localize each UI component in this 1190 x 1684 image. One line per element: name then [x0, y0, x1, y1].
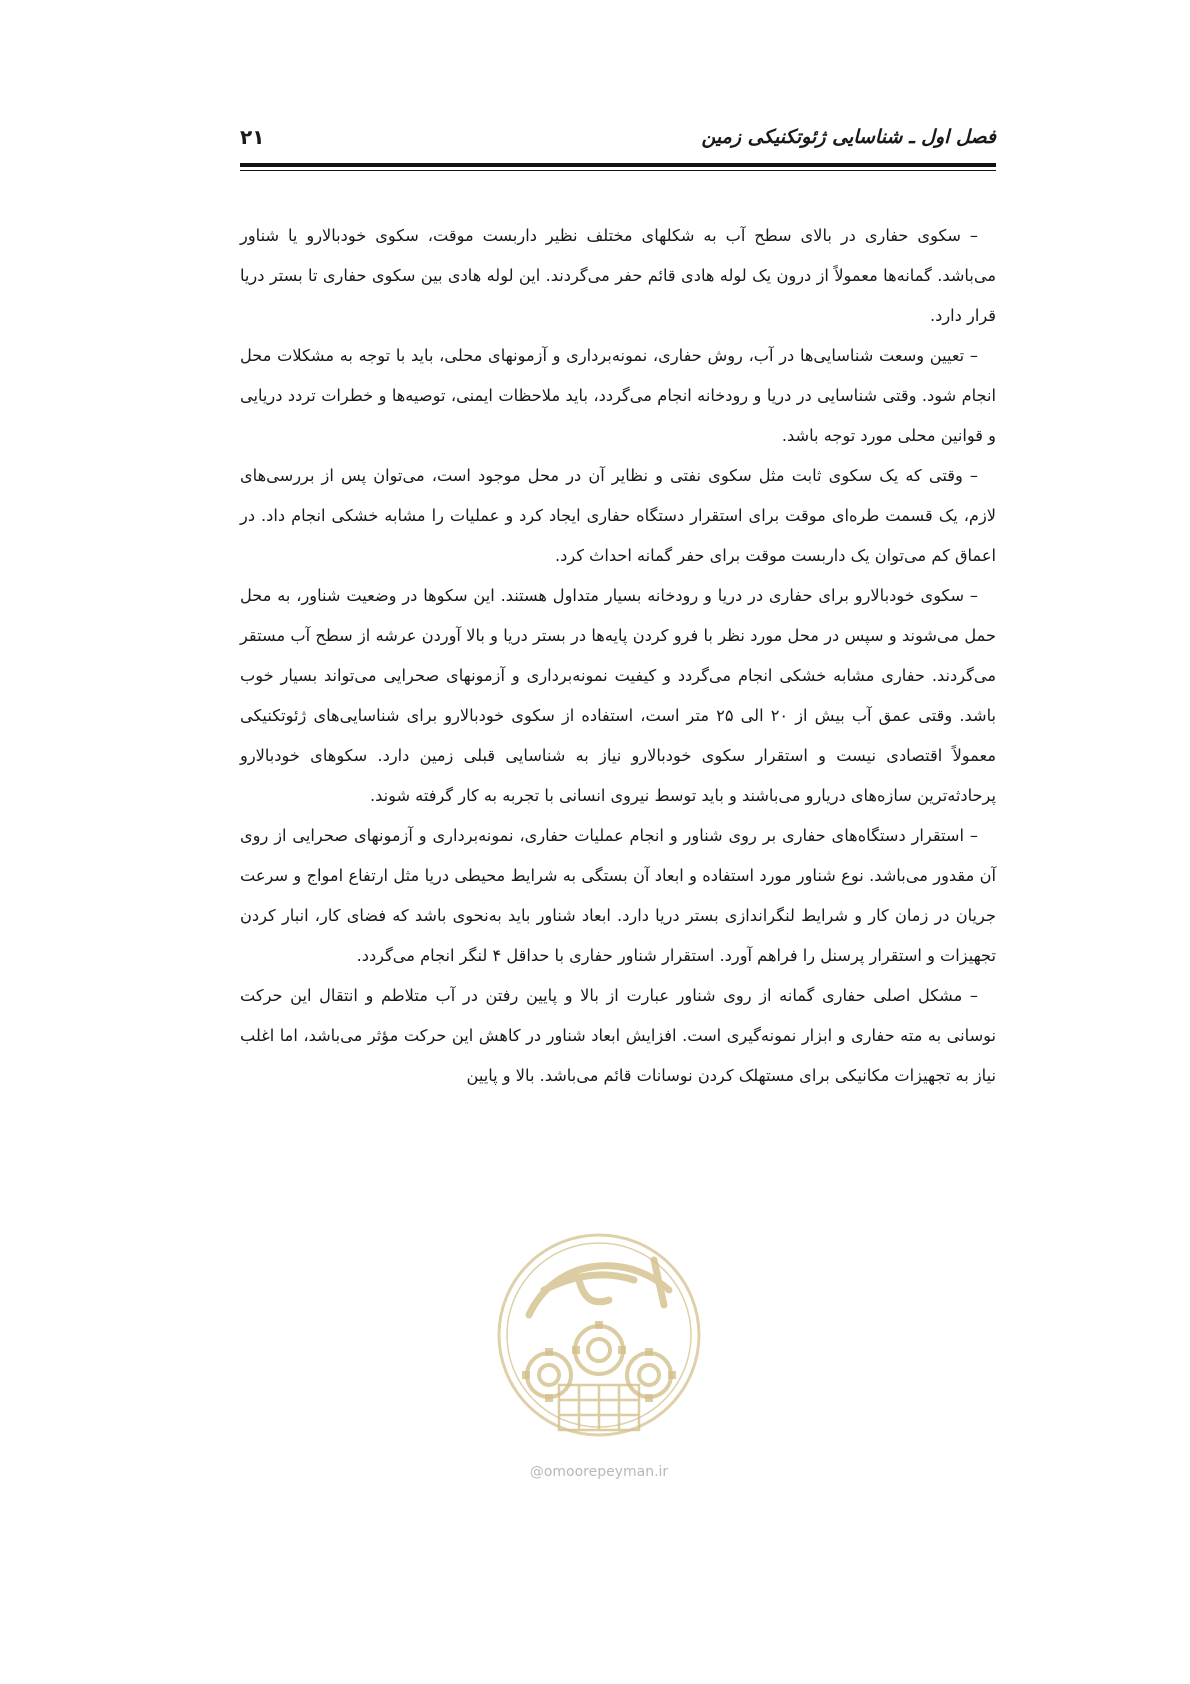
paragraph: – مشکل اصلی حفاری گمانه از روی شناور عبارت از بالا و پایین رفتن در آب متلاطم و انتقال این حرکت نوسانی به مته حفاری و ابزار نمونه‌گیری است. افزایش ابعاد شناور در کاهش این حرکت مؤثر می‌باشد، اما اغلب نیاز به تجهیزات مکانیکی برای مستهلک کردن نوسانات قائم می‌باشد. بالا و پایین: [240, 986, 996, 1085]
body-text: [240, 216, 996, 1096]
paragraph: – تعیین وسعت شناسایی‌ها در آب، روش حفاری، نمونه‌برداری و آزمونهای محلی، باید با توجه به مشکلات محل انجام شود. وقتی شناسایی در دریا و رودخانه انجام می‌گردد، باید ملاحظات ایمنی، توصیه‌ها و خطرات تردد دریایی و قوانین محلی مورد توجه باشد.: [240, 346, 996, 445]
header-rule-thick: [240, 163, 996, 167]
paragraph: – سکوی خودبالارو برای حفاری در دریا و رودخانه بسیار متداول هستند. این سکوها در وضعیت شناور، به محل حمل می‌شوند و سپس در محل مورد نظر با فرو کردن پایه‌ها در بستر دریا و بالا آوردن عرشه از سطح آب مستقر می‌گردند. حفاری مشابه خشکی انجام می‌گردد و کیفیت نمونه‌برداری و آزمونهای صحرایی می‌تواند بسیار خوب باشد. وقتی عمق آب بیش از ۲۰ الی ۲۵ متر است، استفاده از سکوی خودبالارو برای شناسایی‌های ژئوتکنیکی معمولاً اقتصادی نیست و استقرار سکوی خودبالارو نیاز به شناسایی قبلی زمین دارد. سکوهای خودبالارو پرحادثه‌ترین سازه‌های دریارو می‌باشند و باید توسط نیروی انسانی با تجربه به کار گرفته شوند.: [240, 586, 997, 805]
paragraph: – استقرار دستگاه‌های حفاری بر روی شناور و انجام عملیات حفاری، نمونه‌برداری و آزمونهای صحرایی از روی آن مقدور می‌باشد. نوع شناور مورد استفاده و ابعاد آن بستگی به شرایط محیطی دریا مثل ارتفاع امواج و سرعت جریان در زمان کار و شرایط لنگراندازی بستر دریا دارد. ابعاد شناور باید به‌نحوی باشد که فضای کار، انبار کردن تجهیزات و استقرار پرسنل را فراهم آورد. استقرار شناور حفاری با حداقل ۴ لنگر انجام می‌گردد.: [240, 826, 996, 965]
page-header: [240, 122, 996, 152]
paragraph: – سکوی حفاری در بالای سطح آب به شکلهای مختلف نظیر داربست موقت، سکوی خودبالارو یا شناور می‌باشد. گمانه‌ها معمولاً از درون یک لوله هادی قائم حفر می‌گردند. این لوله هادی بین سکوی حفاری تا بستر دریا قرار دارد.: [240, 226, 996, 325]
watermark-caption: @omoorepeyman.ir: [529, 1464, 669, 1480]
watermark-logo: [484, 1220, 714, 1460]
page-number: ۲۱: [240, 125, 265, 149]
header-rule-thin: [240, 170, 996, 171]
chapter-title: فصل اول ـ شناسایی ژئوتکنیکی زمین: [701, 126, 996, 148]
paragraph: – وقتی که یک سکوی ثابت مثل سکوی نفتی و نظایر آن در محل موجود است، می‌توان پس از بررسی‌های لازم، یک قسمت طره‌ای موقت برای استقرار دستگاه حفاری ایجاد کرد و عملیات را مشابه خشکی انجام داد. در اعماق کم می‌توان یک داربست موقت برای حفر گمانه احداث کرد.: [240, 466, 996, 565]
